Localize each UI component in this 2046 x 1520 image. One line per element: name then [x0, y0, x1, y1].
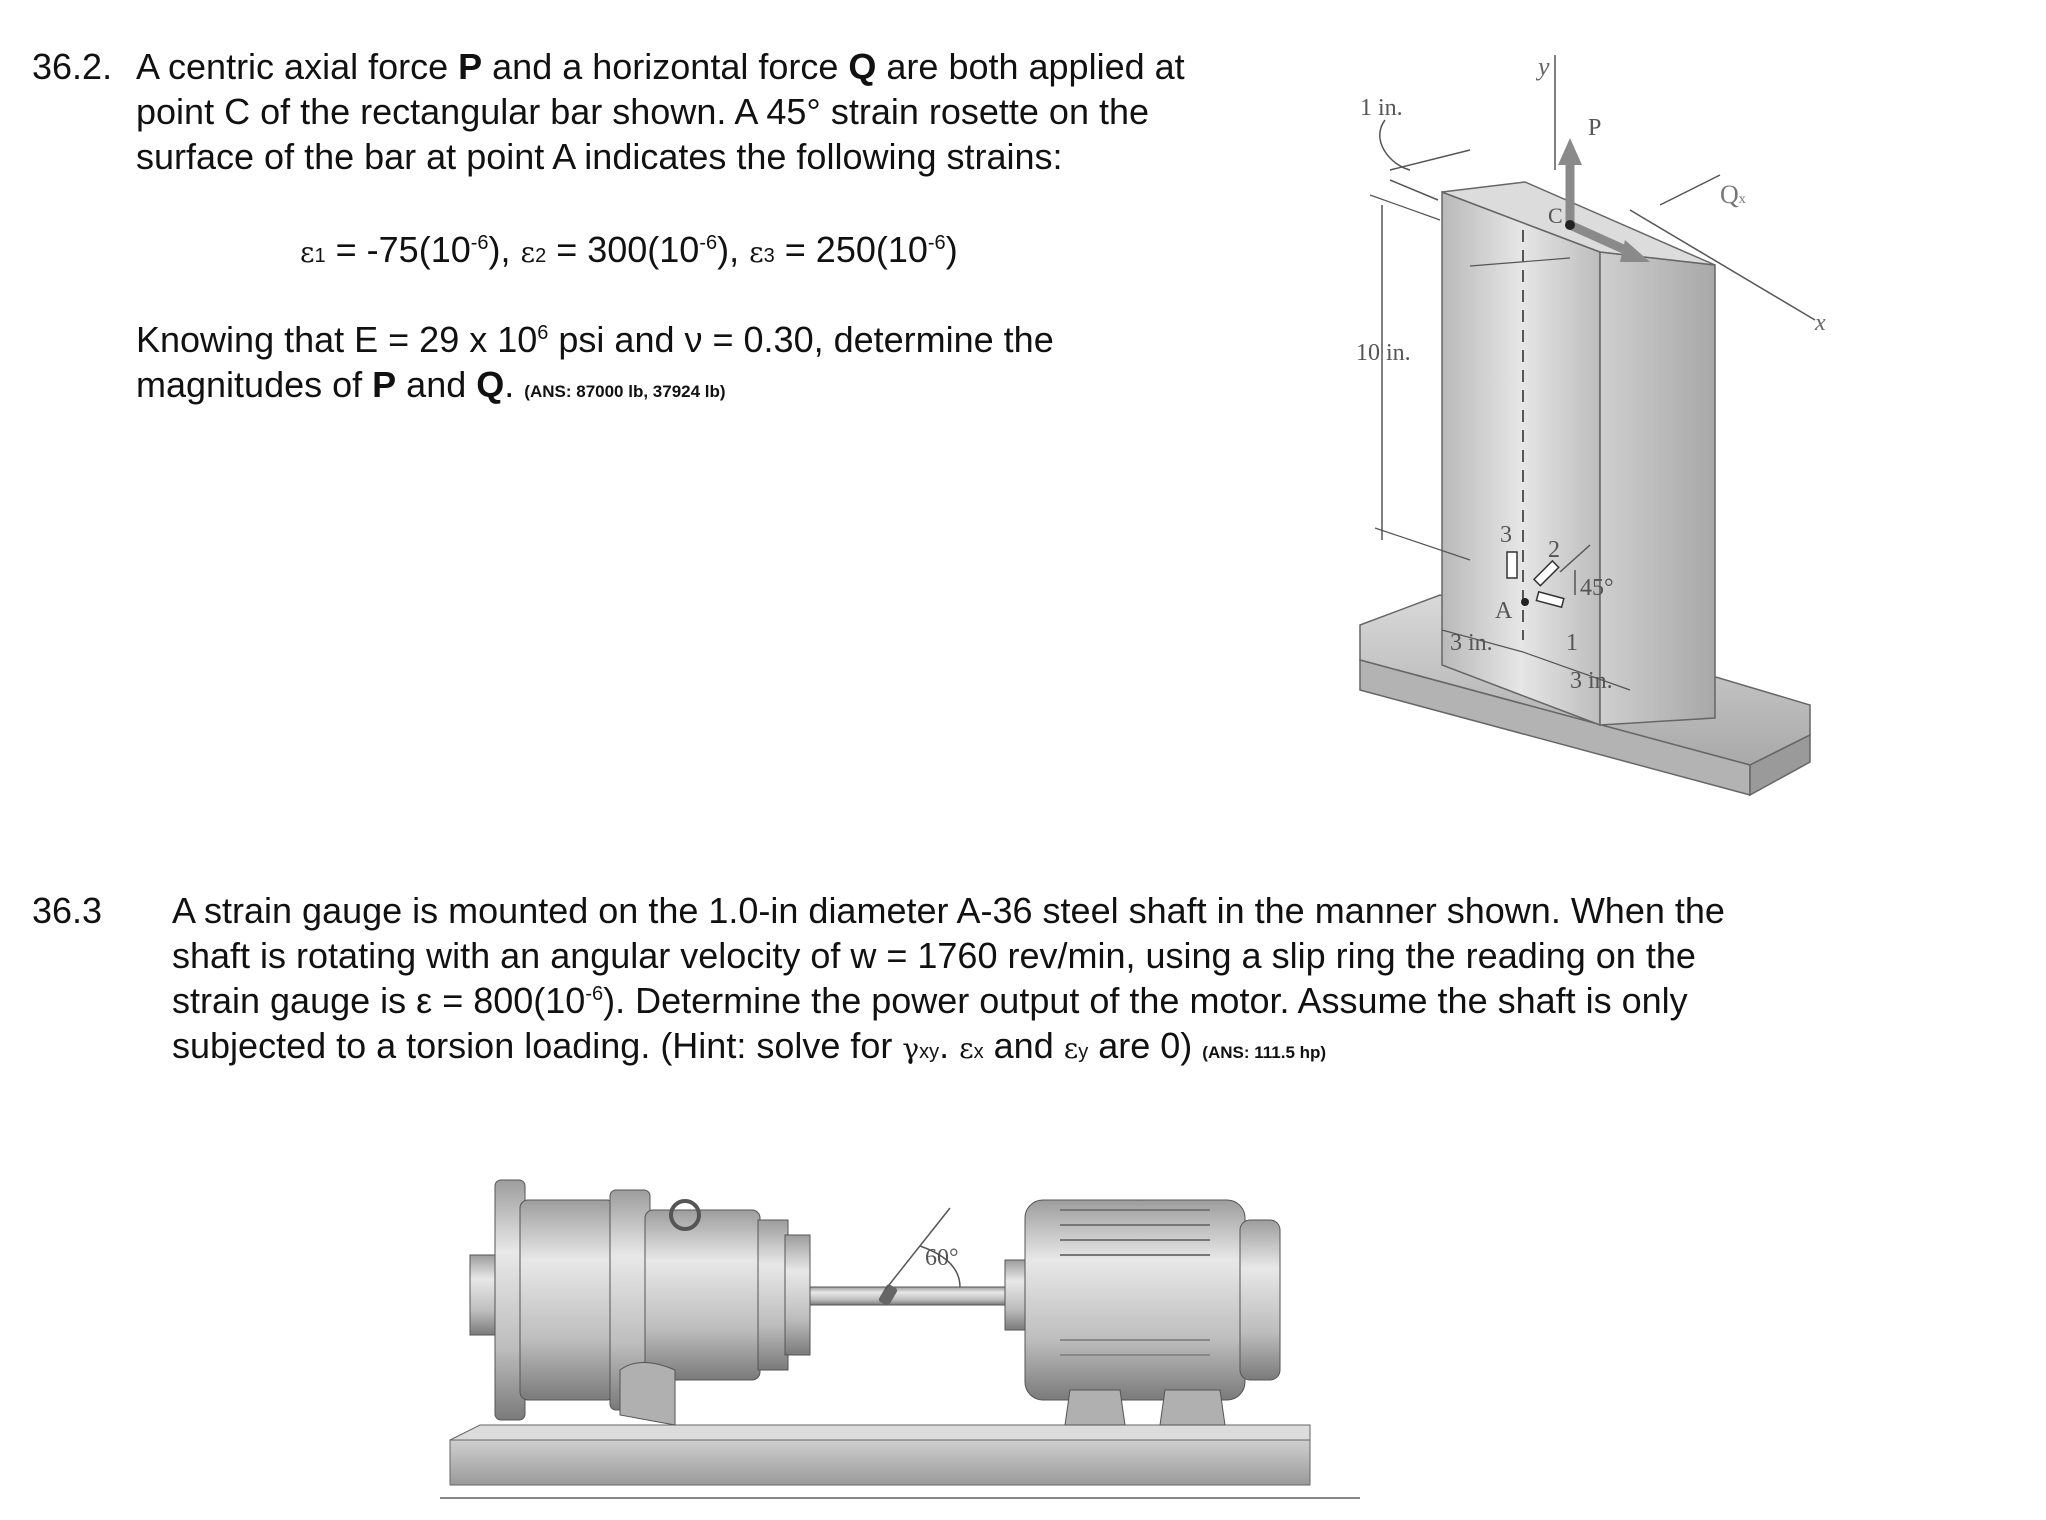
dim-thickness: 1 in.: [1360, 95, 1403, 121]
statement-line-2: shaft is rotating with an angular velocity of w = 1760 rev/min, using a slip ring the reading on the: [172, 935, 1696, 976]
statement-line-2: point C of the rectangular bar shown. A 45° strain rosette on the: [136, 91, 1150, 132]
problem-statement: [136, 44, 1185, 179]
strain-1: $\varepsilon 1 = -75(10^{-6})$,: [300, 229, 521, 270]
force-p: P: [458, 46, 483, 87]
dim-right: 3 in.: [1570, 668, 1613, 694]
problem-number: 36.2.: [32, 46, 113, 87]
answer-36-2: (ANS: 87000 lb, 37924 lb): [524, 382, 726, 401]
motor: [1025, 1200, 1280, 1425]
point-c: [1565, 220, 1575, 230]
answer-36-3: (ANS: 111.5 hp): [1202, 1043, 1327, 1062]
point-a-label: A: [1495, 598, 1513, 624]
problem-number: 36.3: [32, 890, 103, 931]
problem-36-3: [32, 888, 1992, 1088]
statement-line-3: strain gauge is $\varepsilon = 800(10^{-6})$. Determine the power output of the motor. Assume the shaft is only: [172, 980, 1688, 1021]
question-line-1: Knowing that E = 29 x $10^6$ psi and ν = 0.30, determine the: [136, 319, 1054, 360]
strain-3: $\varepsilon 3 = 250(10^{-6})$: [749, 229, 958, 270]
statement-line-3: surface of the bar at point A indicates the following strains:: [136, 136, 1063, 177]
shaft: [810, 1287, 1010, 1305]
bar-figure: [1330, 20, 1850, 840]
strain-2: $\varepsilon 2 = 300(10^{-6})$,: [520, 229, 750, 270]
force-q: Q: [848, 46, 877, 87]
force-p-arrowhead: [1558, 138, 1582, 165]
pump: [470, 1180, 810, 1425]
point-a: [1521, 598, 1529, 606]
problem-36-2: [32, 44, 1332, 424]
statement-line-1: A centric axial force P and a horizontal force Q are both applied at: [136, 46, 1185, 87]
motor-shaft-figure: [440, 1140, 1370, 1520]
force-q-label: Qx: [1720, 180, 1746, 209]
gauge-angle: 60°: [925, 1245, 959, 1271]
strain-readings: [300, 227, 958, 279]
gauge-3-label: 3: [1500, 522, 1512, 548]
force-p-label: P: [1588, 115, 1602, 141]
rosette-angle: 45°: [1580, 575, 1614, 601]
base-plate: [440, 1425, 1360, 1498]
x-axis-label: x: [1815, 310, 1826, 336]
gauge-2-label: 2: [1548, 537, 1560, 563]
dim-height: 10 in.: [1356, 340, 1411, 366]
question-line-2: magnitudes of P and Q. (ANS: 87000 lb, 37924 lb): [136, 364, 726, 405]
problem-statement: [172, 888, 1725, 1075]
gauge-3: [1507, 552, 1517, 578]
problem-question: [136, 317, 1054, 414]
point-c-label: C: [1548, 203, 1563, 228]
statement-line-1: A strain gauge is mounted on the 1.0-in diameter A-36 steel shaft in the manner shown. When the: [172, 890, 1725, 931]
gauge-1-label: 1: [1566, 630, 1578, 656]
dim-left: 3 in.: [1450, 630, 1493, 656]
y-axis-label: y: [1538, 52, 1550, 81]
statement-line-4: subjected to a torsion loading. (Hint: solve for γxy. εx and εy are 0) (ANS: 111.5 hp): [172, 1025, 1327, 1066]
